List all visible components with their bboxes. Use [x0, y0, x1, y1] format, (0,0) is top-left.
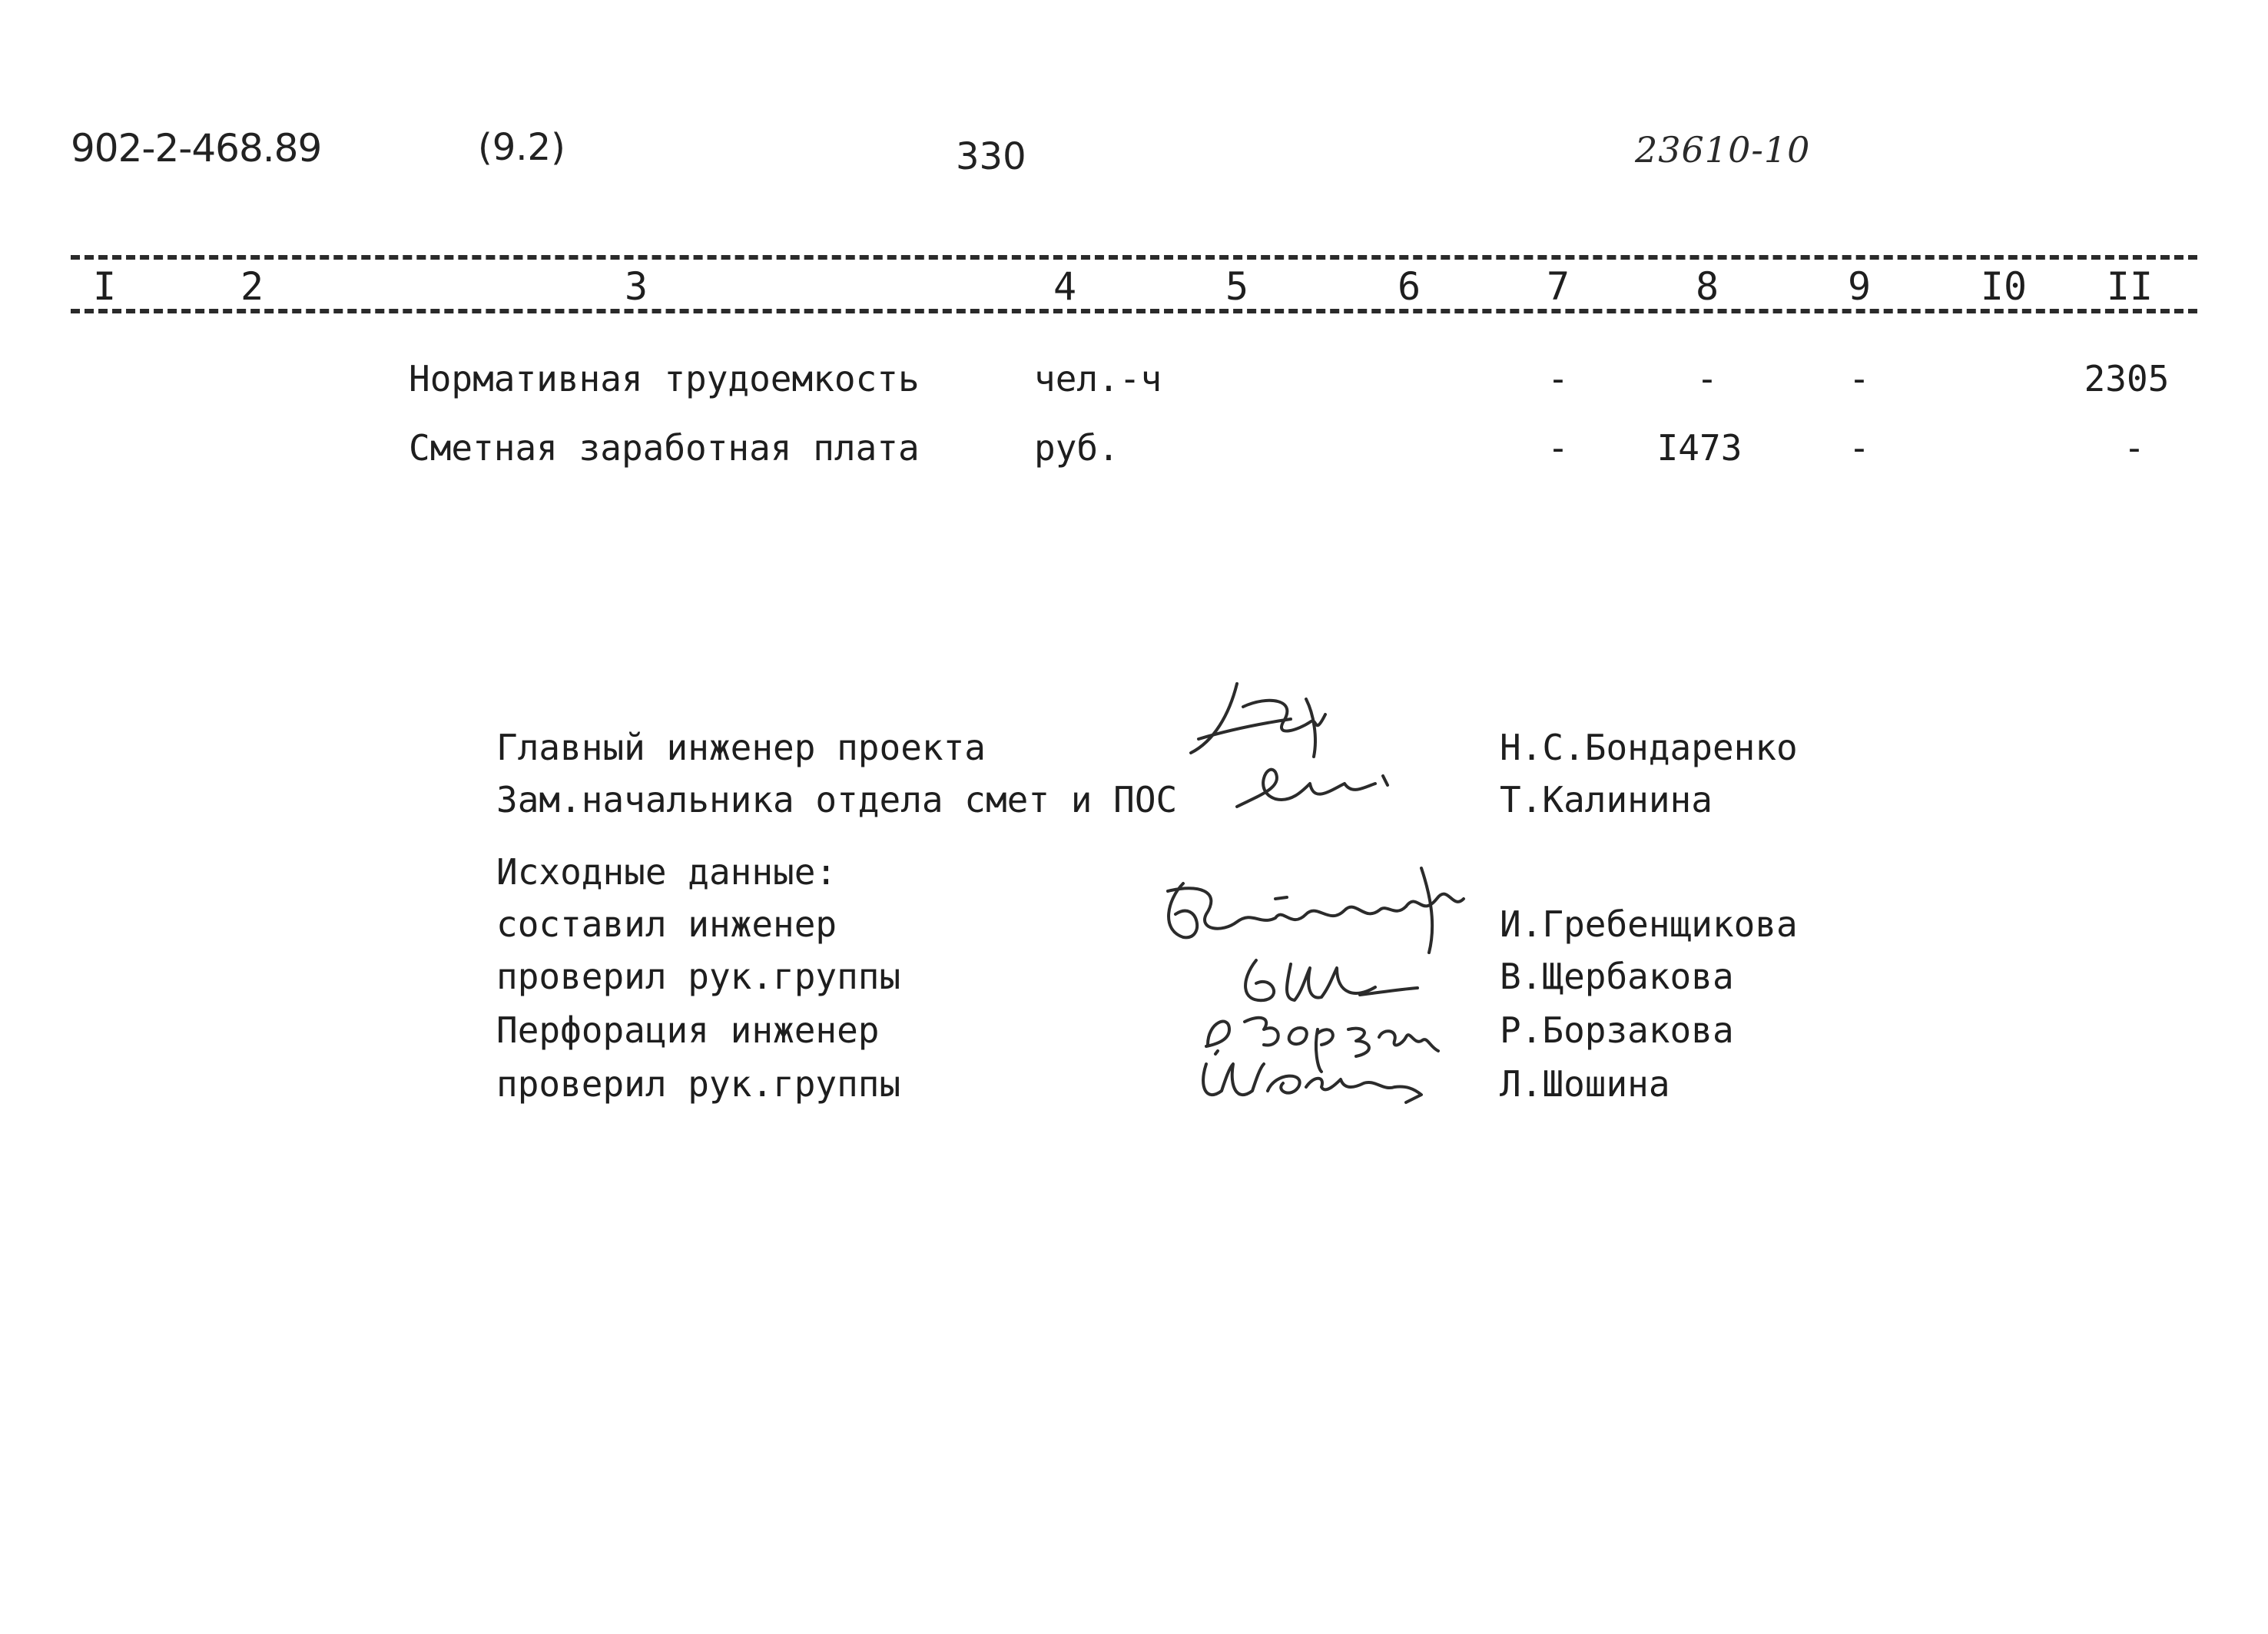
row-1-col8: -: [1696, 358, 1718, 399]
name-checked-1: В.Щербакова: [1500, 956, 1734, 997]
name-checked-2: Л.Шошина: [1500, 1063, 1670, 1105]
row-2-col8: I473: [1656, 427, 1742, 469]
name-compiled: И.Гребенщикова: [1500, 903, 1798, 945]
dashed-rule-top: [71, 255, 2197, 260]
row-2-name: Сметная заработная плата: [409, 427, 920, 469]
column-number-3: 3: [624, 264, 648, 309]
role-deputy-head: Зам.начальника отдела смет и ПОС: [496, 779, 1178, 820]
row-2-col11: -: [2124, 427, 2145, 469]
column-number-5: 5: [1225, 264, 1249, 309]
page-number: 330: [956, 135, 1026, 178]
source-data-label: Исходные данные:: [496, 851, 837, 893]
signature-checked-2: [1191, 1049, 1437, 1118]
name-deputy-head: Т.Калинина: [1500, 779, 1713, 820]
handwritten-code: 23610-10: [1635, 129, 1811, 171]
section-number: (9.2): [478, 126, 565, 169]
column-number-7: 7: [1546, 264, 1570, 309]
role-checked-2: проверил рук.группы: [496, 1063, 901, 1105]
row-2-col7: -: [1547, 427, 1569, 469]
column-number-2: 2: [240, 264, 264, 309]
row-1-col9: -: [1849, 358, 1870, 399]
role-chief-engineer: Главный инженер проекта: [496, 727, 986, 768]
column-number-6: 6: [1397, 264, 1421, 309]
role-checked-1: проверил рук.группы: [496, 956, 901, 997]
row-1-name: Нормативная трудоемкость: [409, 358, 920, 399]
column-number-1: I: [92, 264, 117, 309]
row-1-col7: -: [1547, 358, 1569, 399]
column-number-11: II: [2106, 264, 2154, 309]
dashed-rule-bottom: [71, 309, 2197, 313]
row-1-col11: 2305: [2084, 358, 2170, 399]
signature-deputy-head: [1229, 761, 1398, 822]
row-2-col9: -: [1849, 427, 1870, 469]
column-number-8: 8: [1695, 264, 1719, 309]
role-compiled: составил инженер: [496, 903, 837, 945]
column-number-10: I0: [1980, 264, 2028, 309]
signature-chief-engineer: [1183, 668, 1352, 768]
row-1-unit: чел.-ч: [1034, 358, 1162, 399]
document-code: 902-2-468.89: [71, 126, 322, 171]
name-perforation: Р.Борзакова: [1500, 1009, 1734, 1051]
column-number-4: 4: [1053, 264, 1077, 309]
role-perforation: Перфорация инженер: [496, 1009, 880, 1051]
column-number-9: 9: [1847, 264, 1872, 309]
row-2-unit: руб.: [1034, 427, 1119, 469]
name-chief-engineer: Н.С.Бондаренко: [1500, 727, 1798, 768]
